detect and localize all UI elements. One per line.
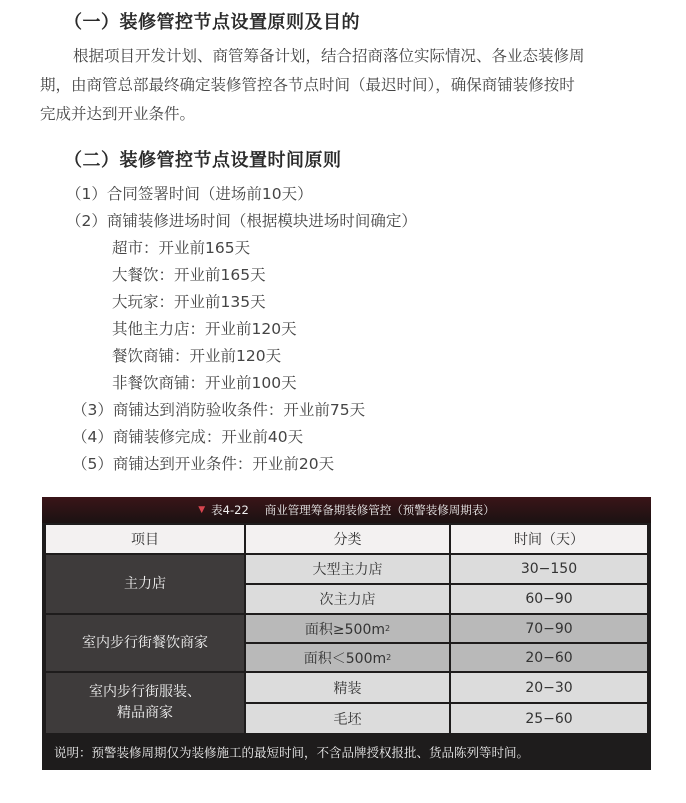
list-item: （1）合同签署时间（进场前10天） bbox=[66, 185, 313, 203]
unit-superscript: 2 bbox=[386, 653, 392, 662]
table-title-text: 商业管理筹备期装修管控（预警装修周期表） bbox=[264, 503, 495, 517]
paragraph-line: 期，由商管总部最终确定装修管控各节点时间（最迟时间），确保商铺装修按时 bbox=[40, 76, 575, 94]
list-item: 非餐饮商铺：开业前100天 bbox=[112, 374, 297, 392]
list-item: 超市：开业前165天 bbox=[112, 239, 251, 257]
group-name-anchor-store: 主力店 bbox=[46, 555, 244, 613]
list-item: 大餐饮：开业前165天 bbox=[112, 266, 266, 284]
table-cell-time: 30−150 bbox=[451, 555, 647, 583]
list-item: （5）商铺达到开业条件：开业前20天 bbox=[72, 455, 335, 473]
section-1-paragraph bbox=[40, 42, 665, 129]
table-cell-category: 精装 bbox=[246, 673, 449, 702]
group-name-line: 精品商家 bbox=[117, 705, 173, 721]
table-number: 表4-22 bbox=[211, 503, 249, 517]
list-item: 其他主力店：开业前120天 bbox=[112, 320, 297, 338]
table-cell-time: 20−30 bbox=[451, 673, 647, 702]
triangle-marker-icon: ▼ bbox=[198, 505, 206, 515]
category-text: 面积＜500m bbox=[303, 650, 387, 667]
group-name-line: 室内步行街服装、 bbox=[89, 684, 201, 700]
paragraph-line: 完成并达到开业条件。 bbox=[40, 105, 196, 123]
list-item: （2）商铺装修进场时间（根据模块进场时间确定） bbox=[66, 212, 417, 230]
list-item: （3）商铺达到消防验收条件：开业前75天 bbox=[72, 401, 366, 419]
table-cell-time: 25−60 bbox=[451, 704, 647, 733]
group-name-apparel bbox=[46, 673, 244, 733]
column-header-time: 时间（天） bbox=[451, 525, 647, 553]
column-header-item: 项目 bbox=[46, 525, 244, 553]
category-text: 面积≥500m bbox=[304, 621, 385, 638]
table-cell-time: 60−90 bbox=[451, 585, 647, 613]
warning-period-table bbox=[42, 497, 651, 770]
list-item: 餐饮商铺：开业前120天 bbox=[112, 347, 282, 365]
unit-superscript: 2 bbox=[385, 624, 391, 633]
column-header-category: 分类 bbox=[246, 525, 449, 553]
table-cell-time: 20−60 bbox=[451, 644, 647, 671]
table-cell-category bbox=[246, 644, 449, 671]
table-cell-category: 次主力店 bbox=[246, 585, 449, 613]
table-note: 说明：预警装修周期仅为装修施工的最短时间，不含品牌授权报批、货品陈列等时间。 bbox=[54, 745, 530, 760]
paragraph-line-text: 根据项目开发计划、商管筹备计划，结合招商落位实际情况、各业态装修周 bbox=[73, 47, 585, 65]
table-cell-category bbox=[246, 615, 449, 642]
paragraph-line bbox=[40, 42, 665, 71]
section-1-heading: （一）装修管控节点设置原则及目的 bbox=[64, 12, 360, 33]
group-name-dining: 室内步行街餐饮商家 bbox=[46, 615, 244, 671]
table-cell-category: 毛坯 bbox=[246, 704, 449, 733]
list-item: 大玩家：开业前135天 bbox=[112, 293, 266, 311]
table-cell-category: 大型主力店 bbox=[246, 555, 449, 583]
list-item: （4）商铺装修完成：开业前40天 bbox=[72, 428, 304, 446]
table-title bbox=[42, 497, 651, 523]
table-cell-time: 70−90 bbox=[451, 615, 647, 642]
section-2-heading: （二）装修管控节点设置时间原则 bbox=[64, 150, 342, 171]
